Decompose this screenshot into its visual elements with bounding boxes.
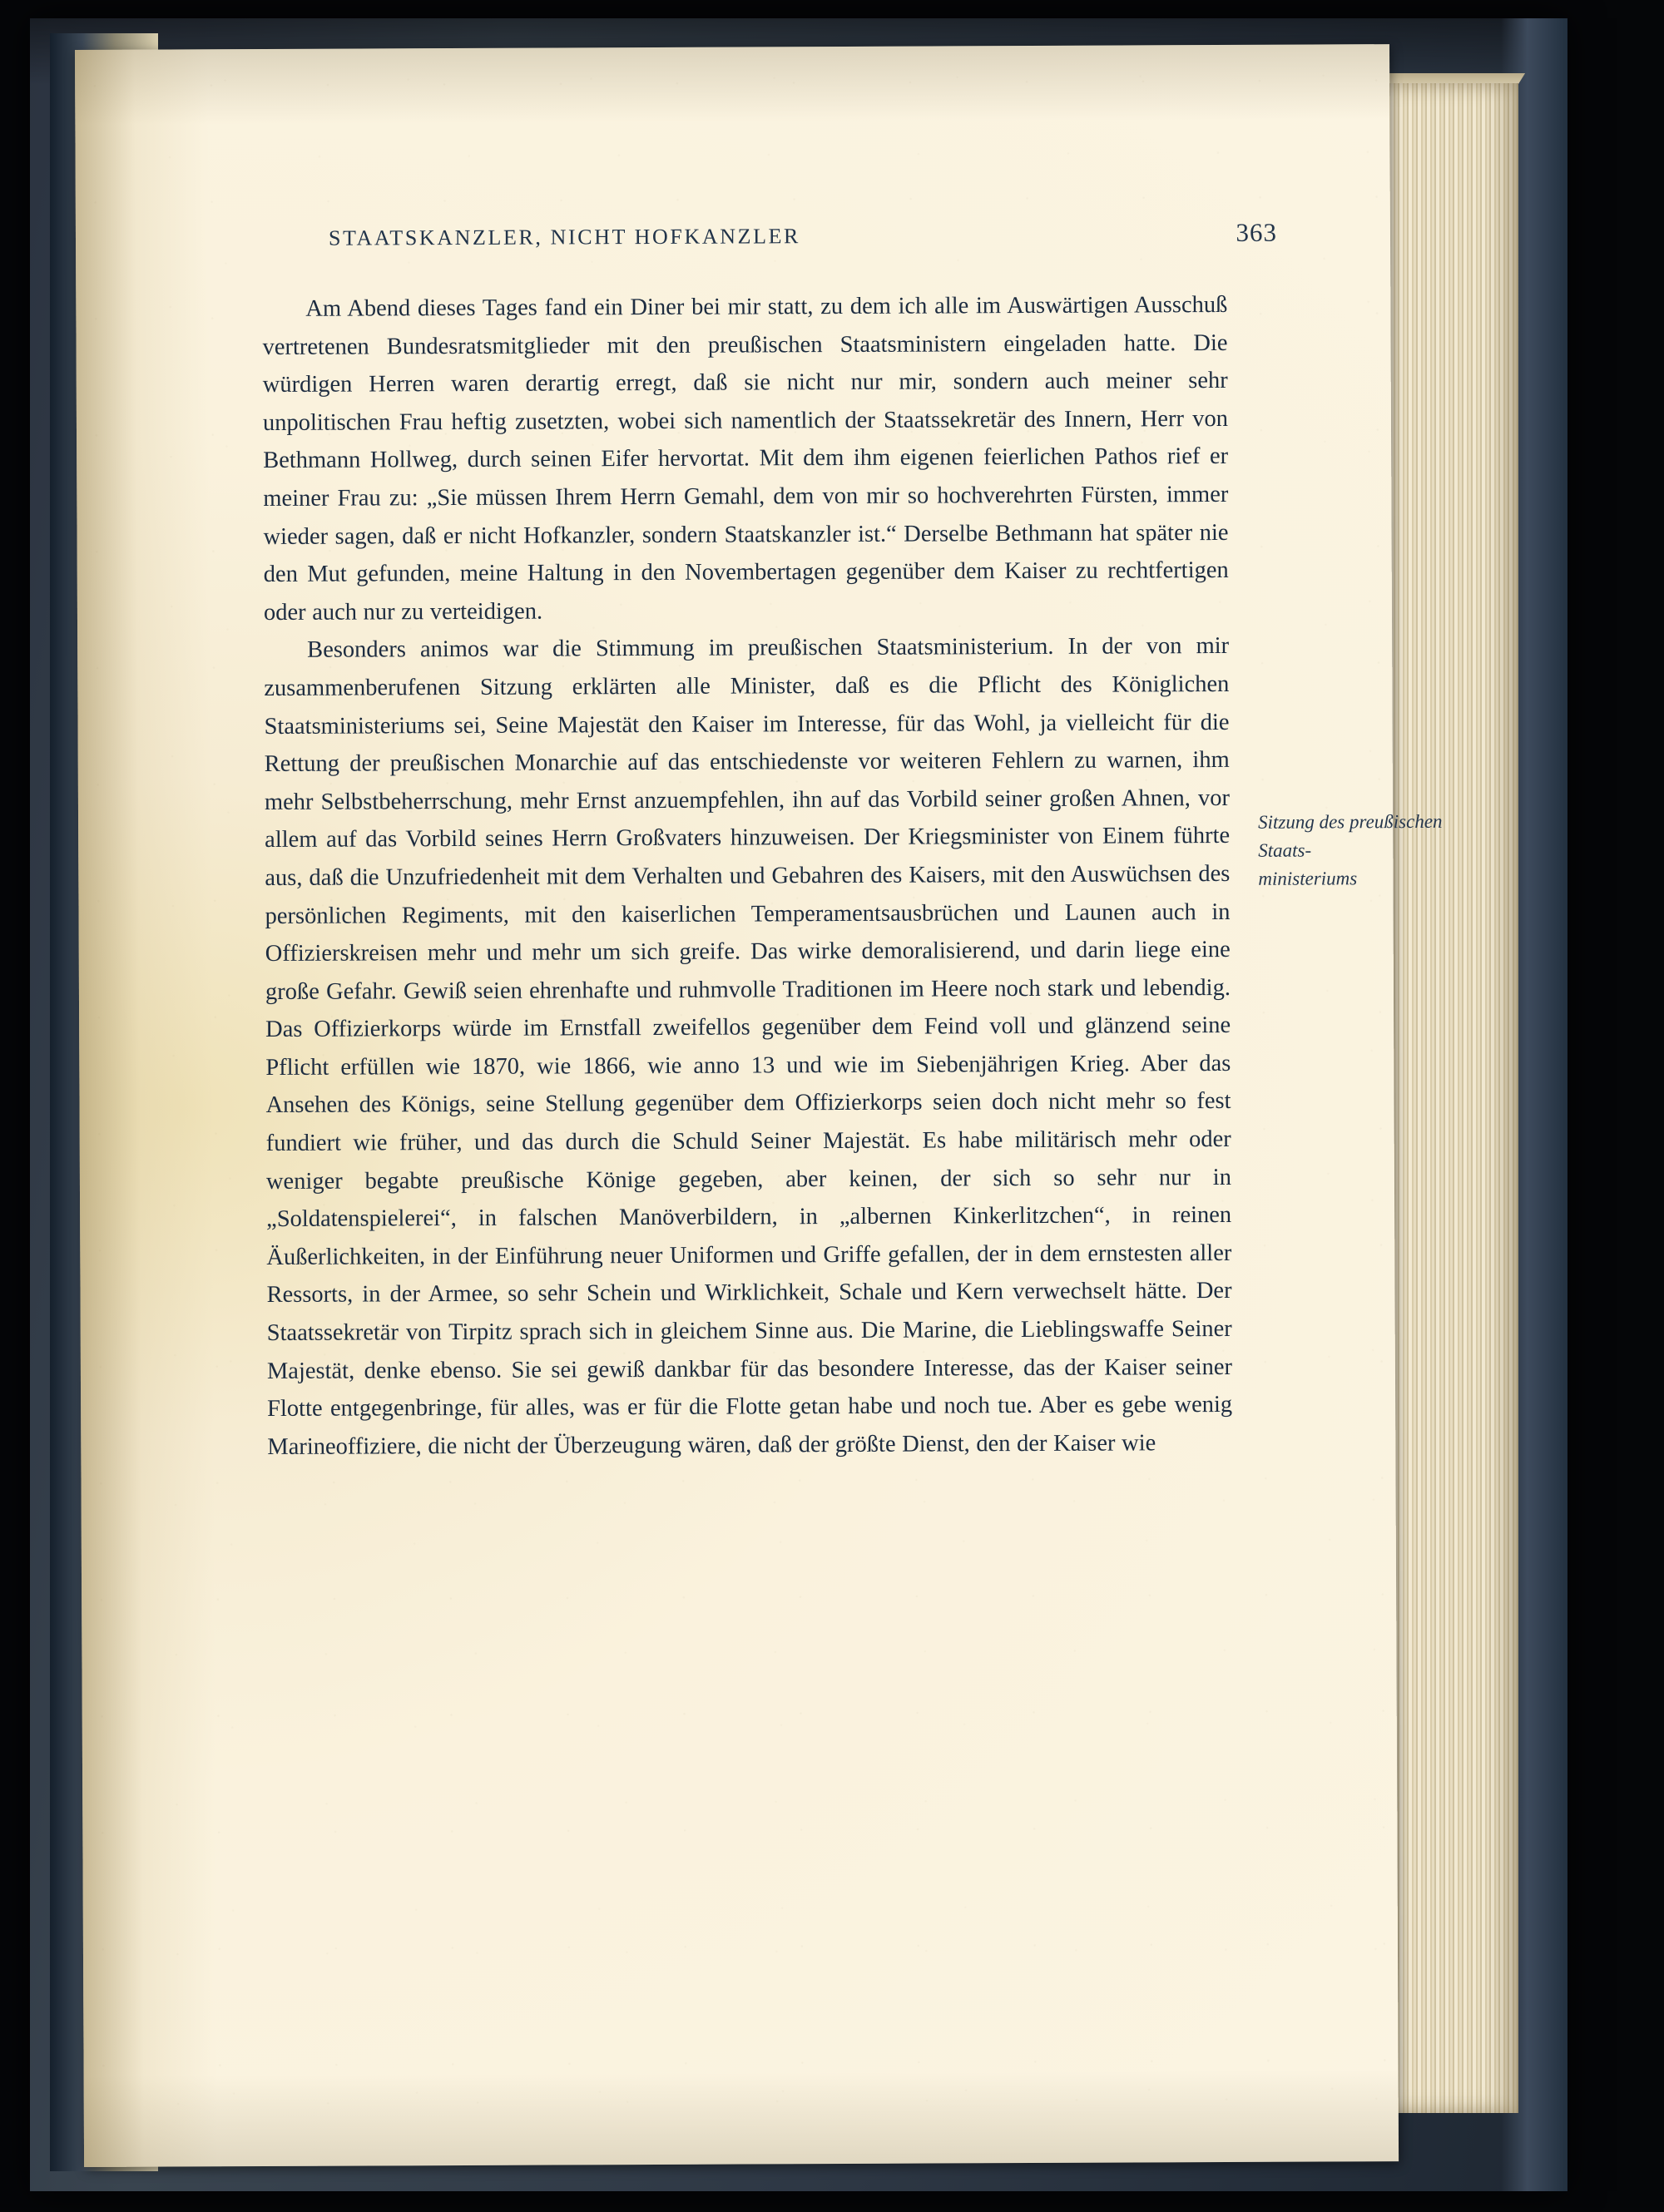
page-number: 363 [1236, 217, 1278, 247]
page-stack-fore-edge [1377, 83, 1518, 2113]
page-top-shade [75, 44, 1389, 125]
page-gutter-shade [75, 49, 217, 2167]
running-head-title: STAATSKANZLER, NICHT HOFKANZLER [328, 224, 801, 250]
page-bottom-shade [84, 2070, 1399, 2167]
paragraph-2: Besonders animos war die Stimmung im preußischen Staatsministerium. In der von mir zusammenberufenen Sitzung erklärten alle Minister, daß es die Pflicht des Königlichen Staatsministeriums sei, Seine Majestät den Kaiser im Interesse, für das Wohl, ja vielleicht für die Rettung der preußischen Monarchie auf das entschiedenste vor weiteren Fehlern zu warnen, ihm mehr Selbstbeherrschung, mehr Ernst anzuempfehlen, ihn auf das Vorbild seiner großen Ahnen, vor allem auf das Vorbild seines Herrn Großvaters hinzuweisen. Der Kriegsminister von Einem führte aus, daß die Unzufriedenheit mit dem Verhalten und Gebahren des Kaisers, mit den Auswüchsen des persönlichen Regiments, mit den kaiserlichen Temperamentsausbrüchen und Launen auch in Offizierskreisen mehr und mehr um sich greife. Das wirke demoralisierend, und darin liege eine große Gefahr. Gewiß seien ehrenhafte und ruhmvolle Traditionen im Heere noch stark und lebendig. Das Offizierkorps würde im Ernstfall zweifellos gegenüber dem Feind voll und glänzend seine Pflicht erfüllen wie 1870, wie 1866, wie anno 13 und wie im Siebenjährigen Krieg. Aber das Ansehen des Königs, seine Stellung gegenüber dem Offizierkorps seien doch nicht mehr so fest fundiert wie früher, und das durch die Schuld Seiner Majestät. Es habe militärisch mehr oder weniger begabte preußische Könige gegeben, aber keinen, der sich so sehr nur in „Soldatenspielerei“, in falschen Manöverbildern, in „albernen Kinkerlitzchen“, in reinen Äußerlichkeiten, in der Einführung neuer Uniformen und Griffe gefallen, der in dem ernstesten aller Ressorts, in der Armee, so sehr Schein und Wirklichkeit, Schale und Kern verwechselt hätte. Der Staatssekretär von Tirpitz sprach sich in gleichem Sinne aus. Die Marine, die Lieblingswaffe Seiner Majestät, denke ebenso. Sie sei gewiß dankbar für das besondere Interesse, das der Kaiser seiner Flotte entgegenbringe, für alles, was er für die Flotte getan habe und noch tue. Aber es gebe wenig Marineoffiziere, die nicht der Überzeugung wären, daß der größte Dienst, den der Kaiser wie [264, 633, 1233, 1460]
running-head [262, 217, 1278, 252]
page-content [262, 217, 1278, 1466]
book-page [75, 44, 1443, 2167]
paragraph-1: Am Abend dieses Tages fand ein Diner bei mir statt, zu dem ich alle im Auswärtigen Ausschuß vertretenen Bundesratsmitglieder mit den preußischen Staatsministern eingeladen hatte. Die würdigen Herren waren derartig erregt, daß sie nicht nur mir, sondern auch meiner sehr unpolitischen Frau heftig zusetzten, wobei sich namentlich der Staatssekretär des Innern, Herr von Bethmann Hollweg, durch seinen Eifer hervortat. Mit dem ihm eigenen feierlichen Pathos rief er meiner Frau zu: „Sie müssen Ihrem Herrn Gemahl, dem von mir so hochverehrten Fürsten, immer wieder sagen, daß er nicht Hofkanzler, sondern Staatskanzler ist.“ Derselbe Bethmann hat später nie den Mut gefunden, meine Haltung in den Novembertagen gegenüber dem Kaiser zu rechtfertigen oder auch nur zu verteidigen. [262, 291, 1229, 626]
margin-note: Sitzung des preußischen Staats- ministeriums [1258, 810, 1443, 889]
